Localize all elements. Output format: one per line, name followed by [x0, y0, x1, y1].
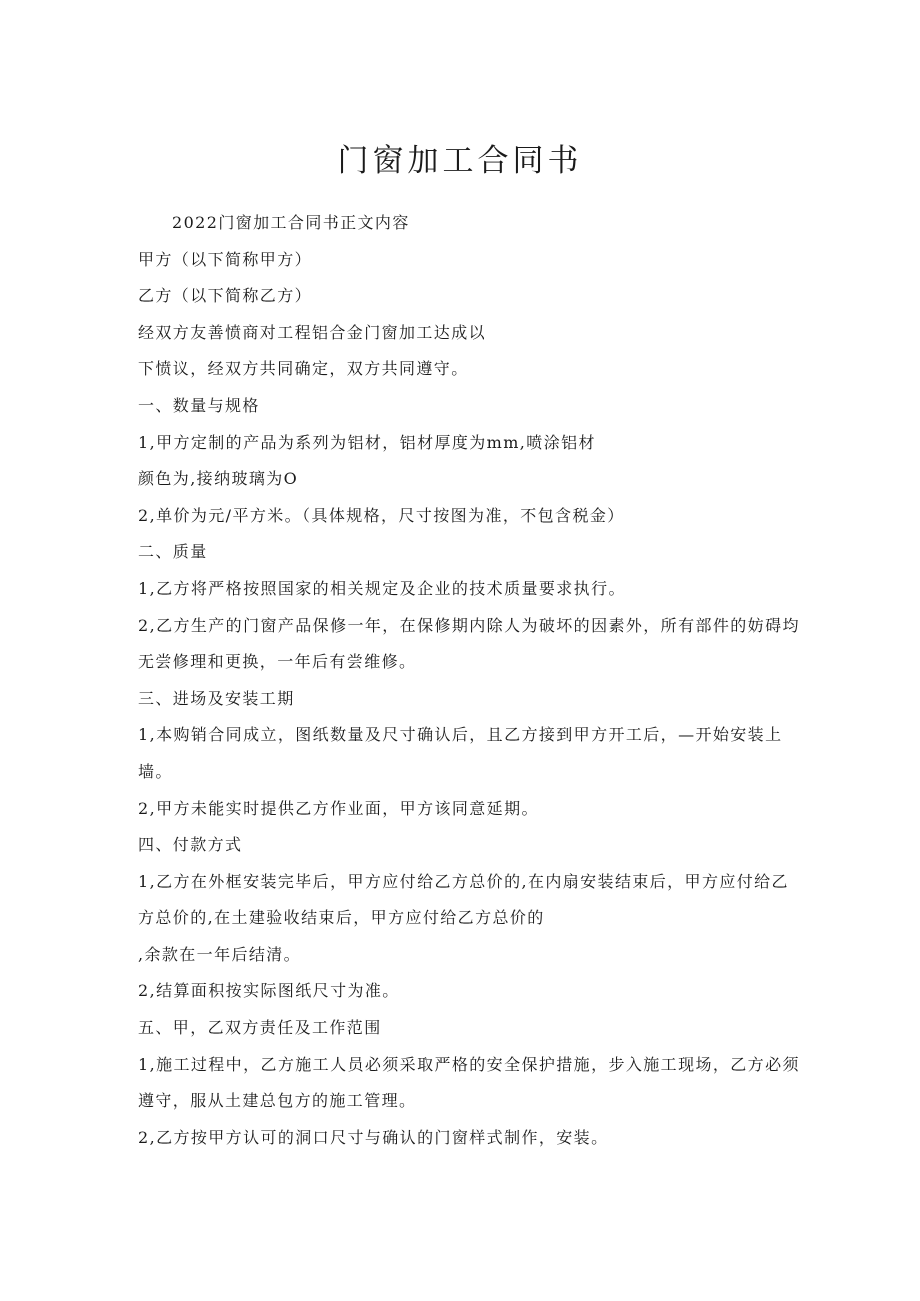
paragraph-line: 下愤议，经双方共同确定，双方共同遵守。: [138, 359, 469, 379]
document-title: 门窗加工合同书: [337, 143, 583, 179]
party-b-line: 乙方（以下简称乙方）: [138, 286, 313, 306]
paragraph-line: 墙。: [138, 761, 173, 781]
section-heading: 一、数量与规格: [138, 395, 260, 415]
document-body: [138, 213, 800, 1164]
paragraph-line: 2,结算面积按实际图纸尺寸为准。: [138, 981, 400, 1001]
section-heading: 五、甲，乙双方责任及工作范围: [138, 1018, 382, 1038]
section-heading: 三、进场及安装工期: [138, 688, 295, 708]
paragraph-line: 遵守，服从土建总包方的施工管理。: [138, 1091, 417, 1111]
paragraph-line: 1,施工过程中，乙方施工人员必须采取严格的安全保护措施，步入施工现场，乙方必须: [138, 1054, 800, 1074]
paragraph-line: 2,乙方按甲方认可的洞口尺寸与确认的门窗样式制作，安装。: [138, 1127, 609, 1147]
paragraph-line: 2,乙方生产的门窗产品保修一年，在保修期内除人为破坏的因素外，所有部件的妨碍均: [138, 615, 800, 635]
party-a-line: 甲方（以下简称甲方）: [138, 249, 313, 269]
paragraph-line: 方总价的,在土建验收结束后，甲方应付给乙方总价的: [138, 908, 545, 928]
paragraph-line: 无尝修理和更换，一年后有尝维修。: [138, 652, 417, 672]
paragraph-line: 1,乙方在外框安装完毕后，甲方应付给乙方总价的,在内扇安装结束后，甲方应付给乙: [138, 871, 789, 891]
paragraph-line: 1,乙方将严格按照国家的相关规定及企业的技术质量要求执行。: [138, 578, 626, 598]
paragraph-line: 2,单价为元/平方米。（具体规格，尺寸按图为准，不包含税金）: [138, 505, 625, 525]
paragraph-line: 1,甲方定制的产品为系列为铝材，铝材厚度为mm,喷涂铝材: [138, 432, 596, 452]
section-heading: 二、质量: [138, 542, 208, 562]
paragraph-line: 颜色为,接纳玻璃为O: [138, 469, 299, 489]
section-heading: 四、付款方式: [138, 835, 243, 855]
paragraph-line: 2,甲方未能实时提供乙方作业面，甲方该同意延期。: [138, 798, 539, 818]
paragraph-line: ,余款在一年后结清。: [138, 944, 302, 964]
intro-line: 2022门窗加工合同书正文内容: [172, 213, 410, 232]
paragraph-line: 1,本购销合同成立，图纸数量及尺寸确认后，且乙方接到甲方开工后，—开始安装上: [138, 725, 783, 745]
paragraph-line: 经双方友善愤商对工程铝合金门窗加工达成以: [138, 322, 487, 342]
